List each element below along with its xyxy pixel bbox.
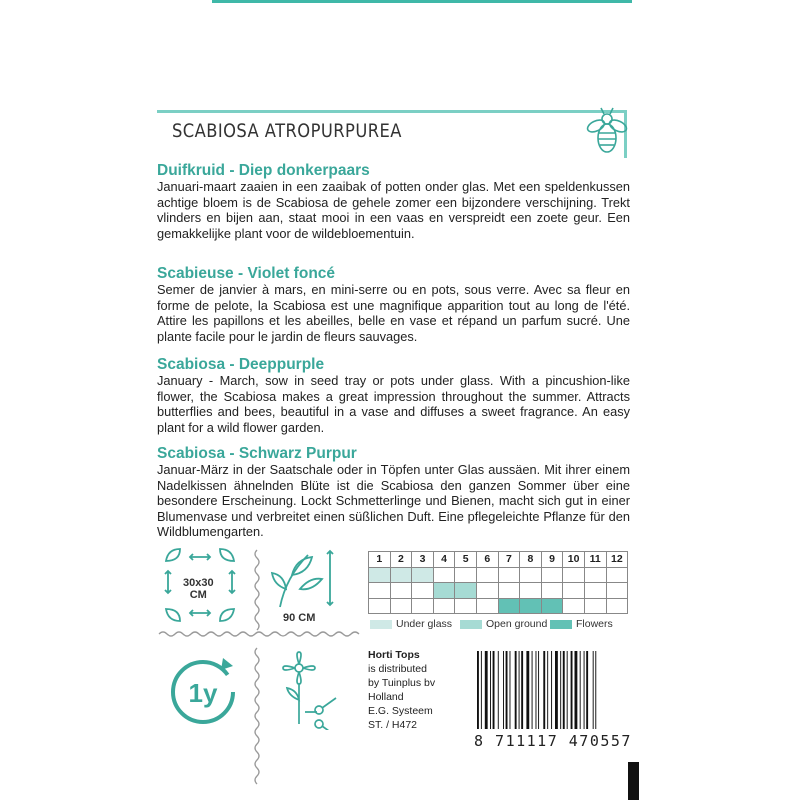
calendar-cell: [498, 598, 520, 614]
barcode-bar: [485, 651, 488, 729]
barcode-bar: [532, 651, 533, 729]
calendar-cell: [369, 567, 391, 583]
barcode-bar: [477, 651, 479, 729]
section-dutch: [157, 162, 630, 241]
cut-flower-icon: [275, 650, 340, 730]
calendar-cell: [541, 583, 563, 599]
calendar-cell: [369, 583, 391, 599]
barcode-bar: [526, 651, 529, 729]
month-cell: 4: [433, 552, 455, 568]
barcode-bar: [575, 651, 578, 729]
barcode-bar: [560, 651, 561, 729]
barcode-bar: [519, 651, 520, 729]
spacing-unit: CM: [189, 589, 207, 601]
month-cell: 1: [369, 552, 391, 568]
calendar-cell: [412, 567, 434, 583]
barcode-number: 8 711117 470557: [474, 732, 632, 750]
section-text: Januari-maart zaaien in een zaaibak of potten onder glas. Met een speldenkussen achtige bloem is de Scabiosa de gehele zomer een bijzondere verschijning. Trekt vlinders en bijen aan, staat mooi in een vaas en verspreidt een zoete geur. Een gemakkelijke plant voor de wildebloementuin.: [157, 179, 630, 241]
barcode: [476, 651, 638, 729]
month-cell: 8: [520, 552, 542, 568]
calendar-cell: [476, 598, 498, 614]
distributor-line: is distributed: [368, 663, 427, 675]
barcode-bar: [493, 651, 495, 729]
legend-label: Flowers: [576, 618, 613, 630]
barcode-bar: [481, 651, 482, 729]
barcode-bar: [595, 651, 596, 729]
legend-label: Open ground: [486, 618, 548, 630]
calendar-cell: [584, 598, 606, 614]
calendar-cell: [433, 598, 455, 614]
distributor-name: Horti Tops: [368, 649, 420, 661]
barcode-bar: [586, 651, 588, 729]
barcode-bar: [538, 651, 539, 729]
legend-open-ground: [460, 618, 547, 630]
annual-lifespan-icon: [165, 650, 245, 730]
barcode-bar: [498, 651, 499, 729]
open-ground-row: [369, 583, 628, 599]
calendar-cell: [433, 583, 455, 599]
spacing-label: [183, 577, 214, 601]
calendar-cell: [455, 567, 477, 583]
month-cell: 11: [584, 552, 606, 568]
calendar-cell: [541, 567, 563, 583]
calendar-cell: [476, 583, 498, 599]
calendar-cell: [563, 583, 585, 599]
plant-height-icon: [270, 545, 340, 611]
month-cell: 10: [563, 552, 585, 568]
height-label: 90 CM: [283, 612, 316, 624]
section-title: Scabiosa - Schwarz Purpur: [157, 445, 357, 462]
month-cell: 7: [498, 552, 520, 568]
calendar-cell: [520, 583, 542, 599]
calendar-cell: [606, 598, 628, 614]
barcode-bar: [571, 651, 573, 729]
section-title: Scabiosa - Deeppurple: [157, 356, 325, 373]
distributor-line: ST. / H472: [368, 719, 418, 731]
barcode-bar: [490, 651, 491, 729]
month-cell: 3: [412, 552, 434, 568]
species-title: SCABIOSA ATROPURPUREA: [172, 120, 402, 142]
section-german: [157, 445, 630, 540]
barcode-bar: [506, 651, 508, 729]
barcode-bar: [543, 651, 545, 729]
section-text: Januar-März in der Saatschale oder in Töpfen unter Glas aussäen. Mit ihrer einem Nadelkissen ähnelnden Blüte ist die Scabiosa den ganzen Sommer über eine besondere Erscheinung. Lockt Schmetterlinge und Bienen, macht sich gut in einer Blumenvase und verbreitet einen süßlichen Duft. Eine pflegeleichte Pflanze für den Wildblumengarten.: [157, 462, 630, 539]
legend-label: Under glass: [396, 618, 453, 630]
legend-under-glass: [370, 618, 452, 630]
barcode-bar: [521, 651, 523, 729]
section-french: [157, 265, 630, 344]
calendar-cell: [455, 583, 477, 599]
calendar-cell: [455, 598, 477, 614]
distributor-info: [368, 648, 435, 732]
calendar-cell: [520, 598, 542, 614]
calendar-cell: [412, 583, 434, 599]
calendar-cell: [498, 583, 520, 599]
month-cell: 2: [390, 552, 412, 568]
legend-flowers: [550, 618, 613, 630]
bee-icon: [586, 104, 628, 160]
calendar-cell: [390, 583, 412, 599]
calendar-cell: [390, 567, 412, 583]
barcode-bar: [551, 651, 552, 729]
distributor-line: Holland: [368, 691, 404, 703]
barcode-bar: [584, 651, 585, 729]
distributor-line: by Tuinplus bv: [368, 677, 436, 689]
barcode-bar: [536, 651, 537, 729]
section-text: Semer de janvier à mars, en mini-serre ou en pots, sous verre. Avec sa fleur en forme de pelote, la Scabiosa est une magnifique apparition tout au long de l'été. Attire les papillons et les abeilles, belle en vase et répand un parfum sucré. Une plante facile pour le jardin de fleurs sauvages.: [157, 282, 630, 344]
barcode-bar: [563, 651, 565, 729]
barcode-bar: [510, 651, 511, 729]
under-glass-row: [369, 567, 628, 583]
section-english: [157, 356, 630, 435]
month-cell: 9: [541, 552, 563, 568]
barcode-bar: [555, 651, 558, 729]
flowers-row: [369, 598, 628, 614]
barcode-bar: [580, 651, 581, 729]
section-text: January - March, sow in seed tray or pots under glass. With a pincushion-like flower, the Scabiosa makes a great impression throughout the summer. Attracts butterflies and bees, beautiful in a vase and diffuses a sweet fragrance. An easy plant for a wild flower garden.: [157, 373, 630, 435]
top-accent-line: [212, 0, 632, 3]
lifespan-label: 1y: [188, 678, 218, 708]
distributor-line: E.G. Systeem: [368, 705, 433, 717]
barcode-bar: [567, 651, 568, 729]
barcode-bar: [503, 651, 504, 729]
calendar-cell: [563, 567, 585, 583]
calendar-cell: [412, 598, 434, 614]
calendar-cell: [369, 598, 391, 614]
spacing-value: 30x30: [183, 577, 214, 589]
section-title: Scabieuse - Violet foncé: [157, 265, 336, 282]
calendar-cell: [606, 567, 628, 583]
calendar-cell: [606, 583, 628, 599]
sowing-calendar: [368, 551, 628, 614]
calendar-cell: [433, 567, 455, 583]
calendar-cell: [541, 598, 563, 614]
calendar-cell: [520, 567, 542, 583]
calendar-cell: [498, 567, 520, 583]
barcode-bar: [547, 651, 548, 729]
calendar-cell: [476, 567, 498, 583]
section-title: Duifkruid - Diep donkerpaars: [157, 162, 370, 179]
month-cell: 6: [476, 552, 498, 568]
month-cell: 5: [455, 552, 477, 568]
calendar-cell: [584, 567, 606, 583]
calendar-cell: [390, 598, 412, 614]
barcode-bar: [593, 651, 594, 729]
month-cell: 12: [606, 552, 628, 568]
calendar-cell: [563, 598, 585, 614]
edge-bar: [628, 762, 639, 800]
calendar-cell: [584, 583, 606, 599]
barcode-bar: [515, 651, 517, 729]
